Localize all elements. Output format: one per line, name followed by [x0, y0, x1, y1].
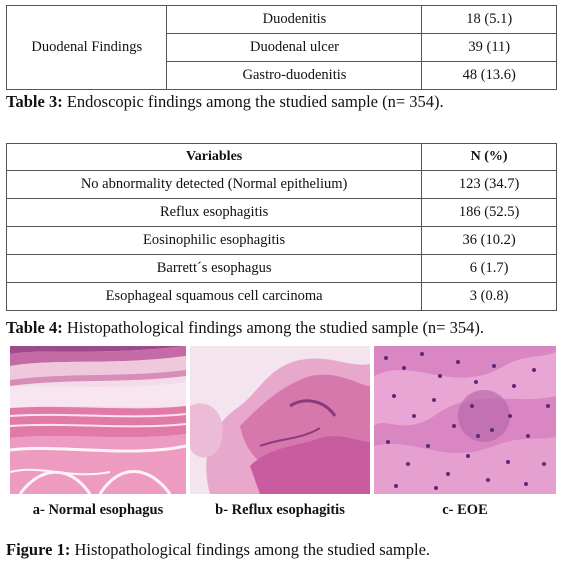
- reflux-esophagitis-image: [190, 346, 370, 494]
- panel-label-c: c- EOE: [442, 502, 488, 518]
- table-header-row: [7, 144, 557, 171]
- caption-text: Histopathological findings among the studied sample (n= 354).: [62, 318, 484, 337]
- panel-label-a: a- Normal esophagus: [32, 502, 164, 518]
- value-cell: 39 (11): [422, 34, 557, 62]
- variable-cell: Barrett´s esophagus: [7, 255, 422, 283]
- variable-cell: Esophageal squamous cell carcinoma: [7, 283, 422, 311]
- variable-cell: Reflux esophagitis: [7, 199, 422, 227]
- figure-panel-eoe: [374, 346, 556, 494]
- figure-panel-reflux-esophagitis: [190, 346, 370, 494]
- figure-1-caption: [6, 540, 430, 560]
- finding-cell: Duodenal ulcer: [167, 34, 422, 62]
- normal-esophagus-image: [10, 346, 186, 494]
- table-row: [7, 199, 557, 227]
- variable-cell: No abnormality detected (Normal epithelium): [7, 171, 422, 199]
- value-cell: 6 (1.7): [422, 255, 557, 283]
- value-cell: 186 (52.5): [422, 199, 557, 227]
- table-3-caption: [6, 92, 444, 112]
- table-3-fragment: [6, 5, 557, 90]
- panel-label-b: b- Reflux esophagitis: [215, 502, 345, 518]
- caption-text: Histopathological findings among the studied sample.: [70, 540, 431, 559]
- header-variables: Variables: [7, 144, 422, 171]
- variable-cell: Eosinophilic esophagitis: [7, 227, 422, 255]
- caption-text: Endoscopic findings among the studied sample (n= 354).: [62, 92, 444, 111]
- eoe-image: [374, 346, 556, 494]
- finding-cell: Duodenitis: [167, 6, 422, 34]
- value-cell: 3 (0.8): [422, 283, 557, 311]
- value-cell: 48 (13.6): [422, 62, 557, 90]
- figure-panel-normal-esophagus: [10, 346, 186, 494]
- table-row: [7, 6, 557, 34]
- finding-cell: Gastro-duodenitis: [167, 62, 422, 90]
- table-row: [7, 283, 557, 311]
- table-4-caption: [6, 318, 484, 338]
- value-cell: 123 (34.7): [422, 171, 557, 199]
- value-cell: 36 (10.2): [422, 227, 557, 255]
- caption-label: Table 3:: [6, 92, 63, 111]
- table-row: [7, 171, 557, 199]
- value-cell: 18 (5.1): [422, 6, 557, 34]
- table-row: [7, 255, 557, 283]
- group-label: Duodenal Findings: [7, 6, 167, 90]
- table-row: [7, 227, 557, 255]
- caption-label: Figure 1:: [6, 540, 71, 559]
- table-4: [6, 143, 557, 311]
- header-n-percent: N (%): [422, 144, 557, 171]
- caption-label: Table 4:: [6, 318, 63, 337]
